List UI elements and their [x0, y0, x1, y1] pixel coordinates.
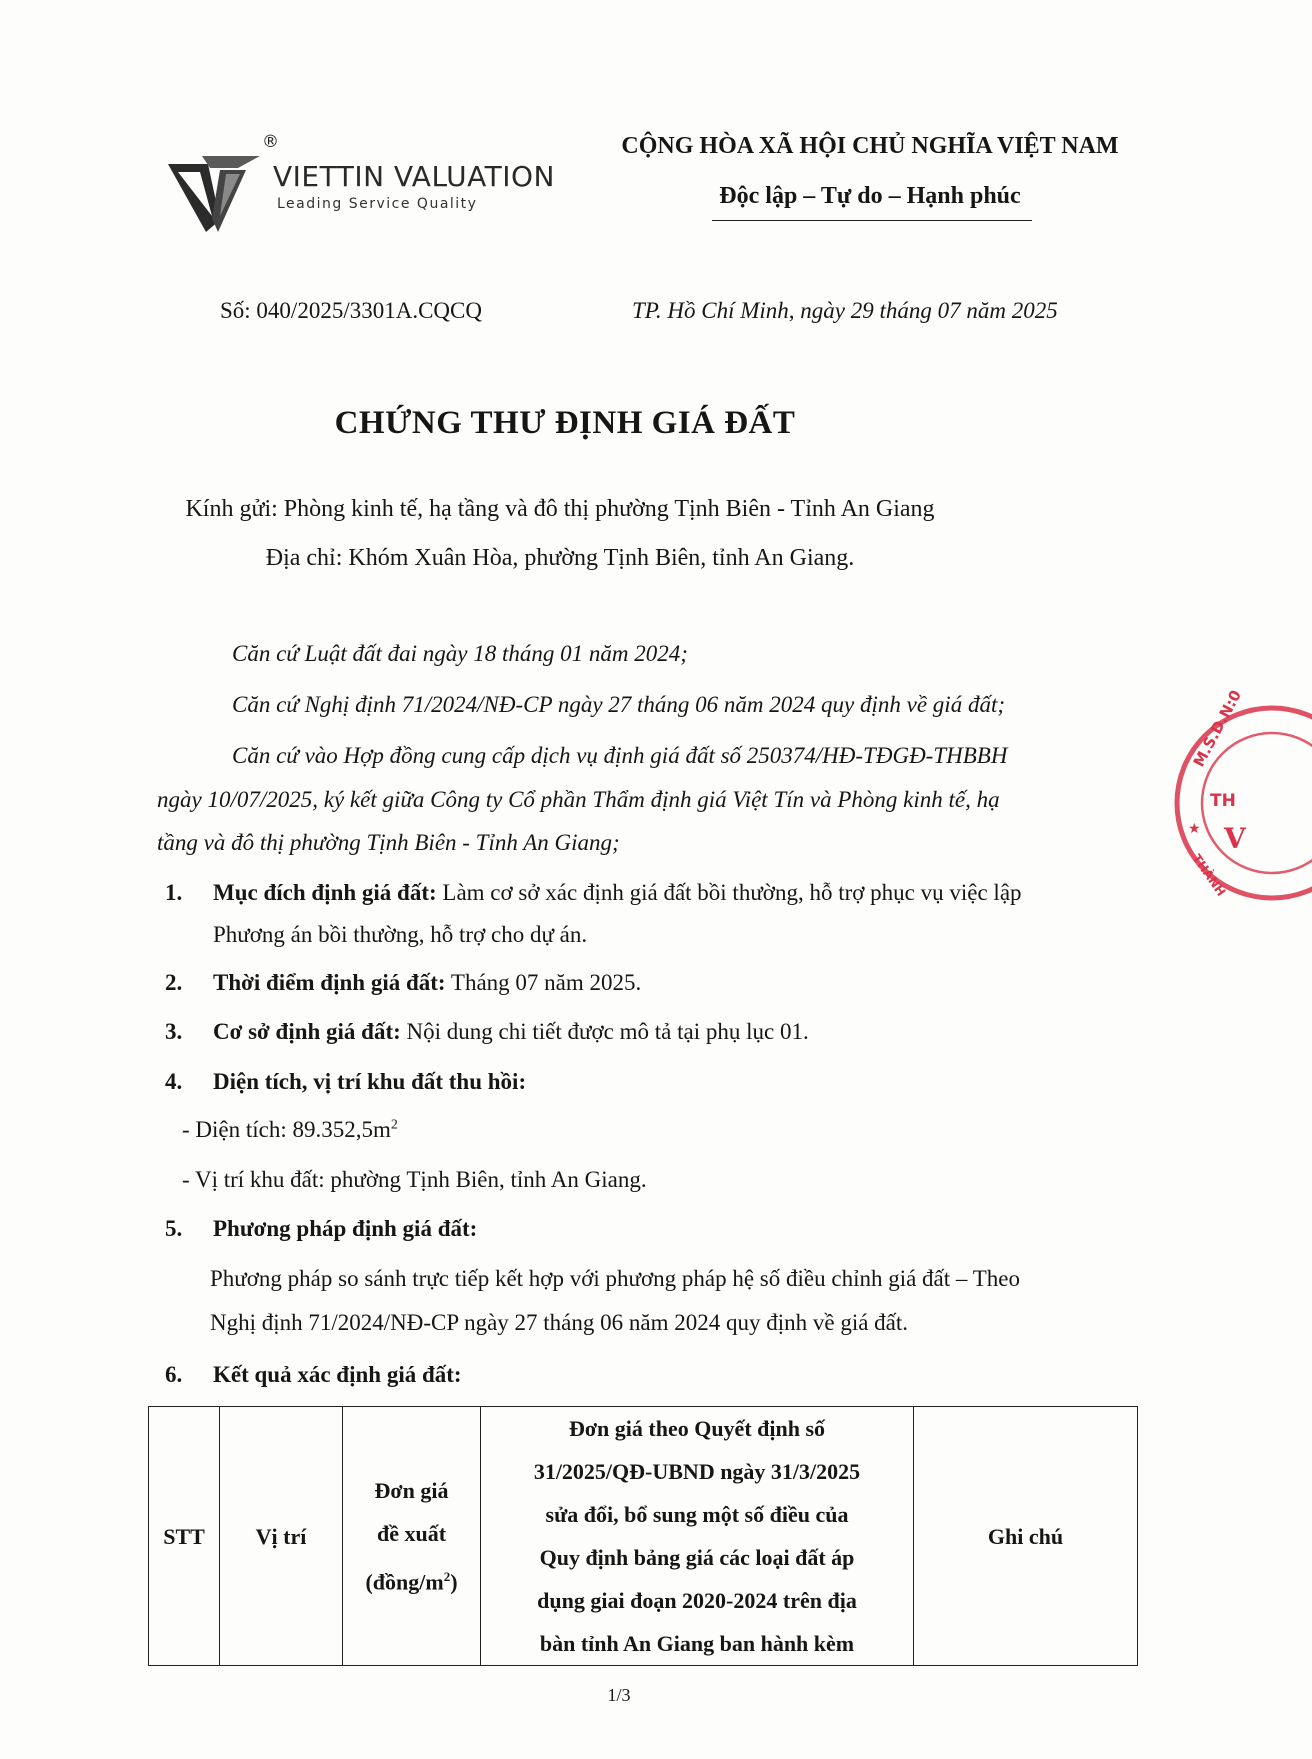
header-decision-line-4: Quy định bảng giá các loại đất áp	[539, 1545, 855, 1570]
section-1-text-2: Phương án bồi thường, hỗ trợ cho dự án.	[213, 922, 588, 947]
header-decision-line-2: 31/2025/QĐ-UBND ngày 31/3/2025	[533, 1459, 861, 1484]
header-stt: STT	[149, 1407, 220, 1666]
stamp-text-low: V	[1224, 822, 1246, 855]
section-2-text: Tháng 07 năm 2025.	[445, 970, 642, 995]
section-2-label: Thời điểm định giá đất:	[213, 970, 446, 995]
page-number: 1/3	[607, 1685, 631, 1705]
section-5-text-1: Phương pháp so sánh trực tiếp kết hợp với phương pháp hệ số điều chỉnh giá đất – Theo	[210, 1266, 1020, 1291]
header-price-line-3	[349, 1555, 474, 1603]
section-3-label: Cơ sở định giá đất:	[213, 1019, 401, 1044]
document-title: CHỨNG THƯ ĐỊNH GIÁ ĐẤT	[334, 405, 796, 441]
price-unit-sup: 2	[443, 1568, 451, 1584]
company-stamp	[1172, 688, 1312, 918]
brand-name: VIETTIN VALUATION	[273, 160, 555, 193]
place-date: TP. Hồ Chí Minh, ngày 29 tháng 07 năm 2025	[632, 298, 1058, 323]
section-6-label: Kết quả xác định giá đất:	[213, 1362, 462, 1387]
registered-mark: ®	[262, 132, 279, 152]
area-unit-sup: 2	[390, 1117, 398, 1133]
header-decision-line-1: Đơn giá theo Quyết định số	[568, 1416, 826, 1441]
stamp-text-arc: THÀNH	[1189, 851, 1229, 899]
basis-line-3b: ngày 10/07/2025, ký kết giữa Công ty Cổ phần Thẩm định giá Việt Tín và Phòng kinh tế, hạ	[157, 787, 1000, 812]
area-value: - Diện tích: 89.352,5m	[182, 1117, 391, 1142]
header-price-line-1: Đơn giá	[374, 1477, 449, 1503]
viettin-logo-icon	[168, 142, 263, 232]
section-3-text: Nội dung chi tiết được mô tả tại phụ lục 01.	[400, 1019, 809, 1044]
recipient-address: Địa chỉ: Khóm Xuân Hòa, phường Tịnh Biên, tỉnh An Giang.	[265, 545, 855, 571]
section-6-number: 6.	[165, 1362, 183, 1387]
result-table	[148, 1406, 1138, 1666]
header-decision-line-3: sửa đổi, bổ sung một số điều của	[545, 1502, 849, 1527]
section-4-area	[182, 1117, 398, 1143]
stamp-text-mid: TH	[1210, 791, 1236, 811]
section-1-label: Mục đích định giá đất:	[213, 880, 437, 905]
basis-line-3a: Căn cứ vào Hợp đồng cung cấp dịch vụ định giá đất số 250374/HĐ-TĐGĐ-THBBH	[232, 743, 1008, 768]
national-title: CỘNG HÒA XÃ HỘI CHỦ NGHĨA VIỆT NAM	[621, 133, 1119, 159]
section-1	[213, 880, 1022, 906]
header-decision-price	[481, 1407, 914, 1666]
section-4	[213, 1069, 526, 1095]
motto-underline	[712, 220, 1032, 221]
header-proposed-price	[343, 1407, 481, 1666]
stamp-text-top: M.S.D.N:0	[1189, 687, 1246, 770]
section-5-number: 5.	[165, 1216, 183, 1241]
header-decision-line-5: dụng giai đoạn 2020-2024 trên địa	[537, 1588, 857, 1613]
section-1-text: Làm cơ sở xác định giá đất bồi thường, hỗ trợ phục vụ việc lập	[436, 880, 1022, 905]
basis-line-2: Căn cứ Nghị định 71/2024/NĐ-CP ngày 27 tháng 06 năm 2024 quy định về giá đất;	[232, 692, 1005, 717]
national-motto: Độc lập – Tự do – Hạnh phúc	[719, 183, 1021, 209]
recipient: Kính gửi: Phòng kinh tế, hạ tầng và đô thị phường Tịnh Biên - Tỉnh An Giang	[185, 496, 935, 522]
section-1-number: 1.	[165, 880, 183, 905]
basis-line-3c: tầng và đô thị phường Tịnh Biên - Tỉnh An Giang;	[157, 830, 620, 855]
section-4-label: Diện tích, vị trí khu đất thu hồi:	[213, 1069, 527, 1094]
header-decision-line-6: bàn tỉnh An Giang ban hành kèm	[539, 1631, 855, 1656]
price-unit: (đồng/m	[365, 1569, 444, 1595]
table-header-row	[149, 1407, 1138, 1666]
company-logo	[168, 132, 588, 242]
section-3	[213, 1019, 809, 1045]
section-5-text-2: Nghị định 71/2024/NĐ-CP ngày 27 tháng 06 năm 2024 quy định về giá đất.	[210, 1310, 909, 1335]
section-2-number: 2.	[165, 970, 183, 995]
section-3-number: 3.	[165, 1019, 183, 1044]
brand-slogan: Leading Service Quality	[277, 196, 478, 212]
header-position: Vị trí	[220, 1407, 343, 1666]
stamp-star-icon: ★	[1188, 822, 1201, 837]
section-2	[213, 970, 641, 996]
header-price-line-2: đề xuất	[376, 1520, 447, 1546]
document-number: Số: 040/2025/3301A.CQCQ	[220, 298, 482, 323]
header-note: Ghi chú	[914, 1407, 1138, 1666]
section-5-label: Phương pháp định giá đất:	[213, 1216, 478, 1241]
section-6	[213, 1362, 462, 1388]
section-5	[213, 1216, 477, 1242]
section-4-location: - Vị trí khu đất: phường Tịnh Biên, tỉnh An Giang.	[182, 1167, 647, 1192]
section-4-number: 4.	[165, 1069, 183, 1094]
price-unit-end: )	[450, 1569, 458, 1595]
basis-line-1: Căn cứ Luật đất đai ngày 18 tháng 01 năm 2024;	[232, 641, 688, 666]
